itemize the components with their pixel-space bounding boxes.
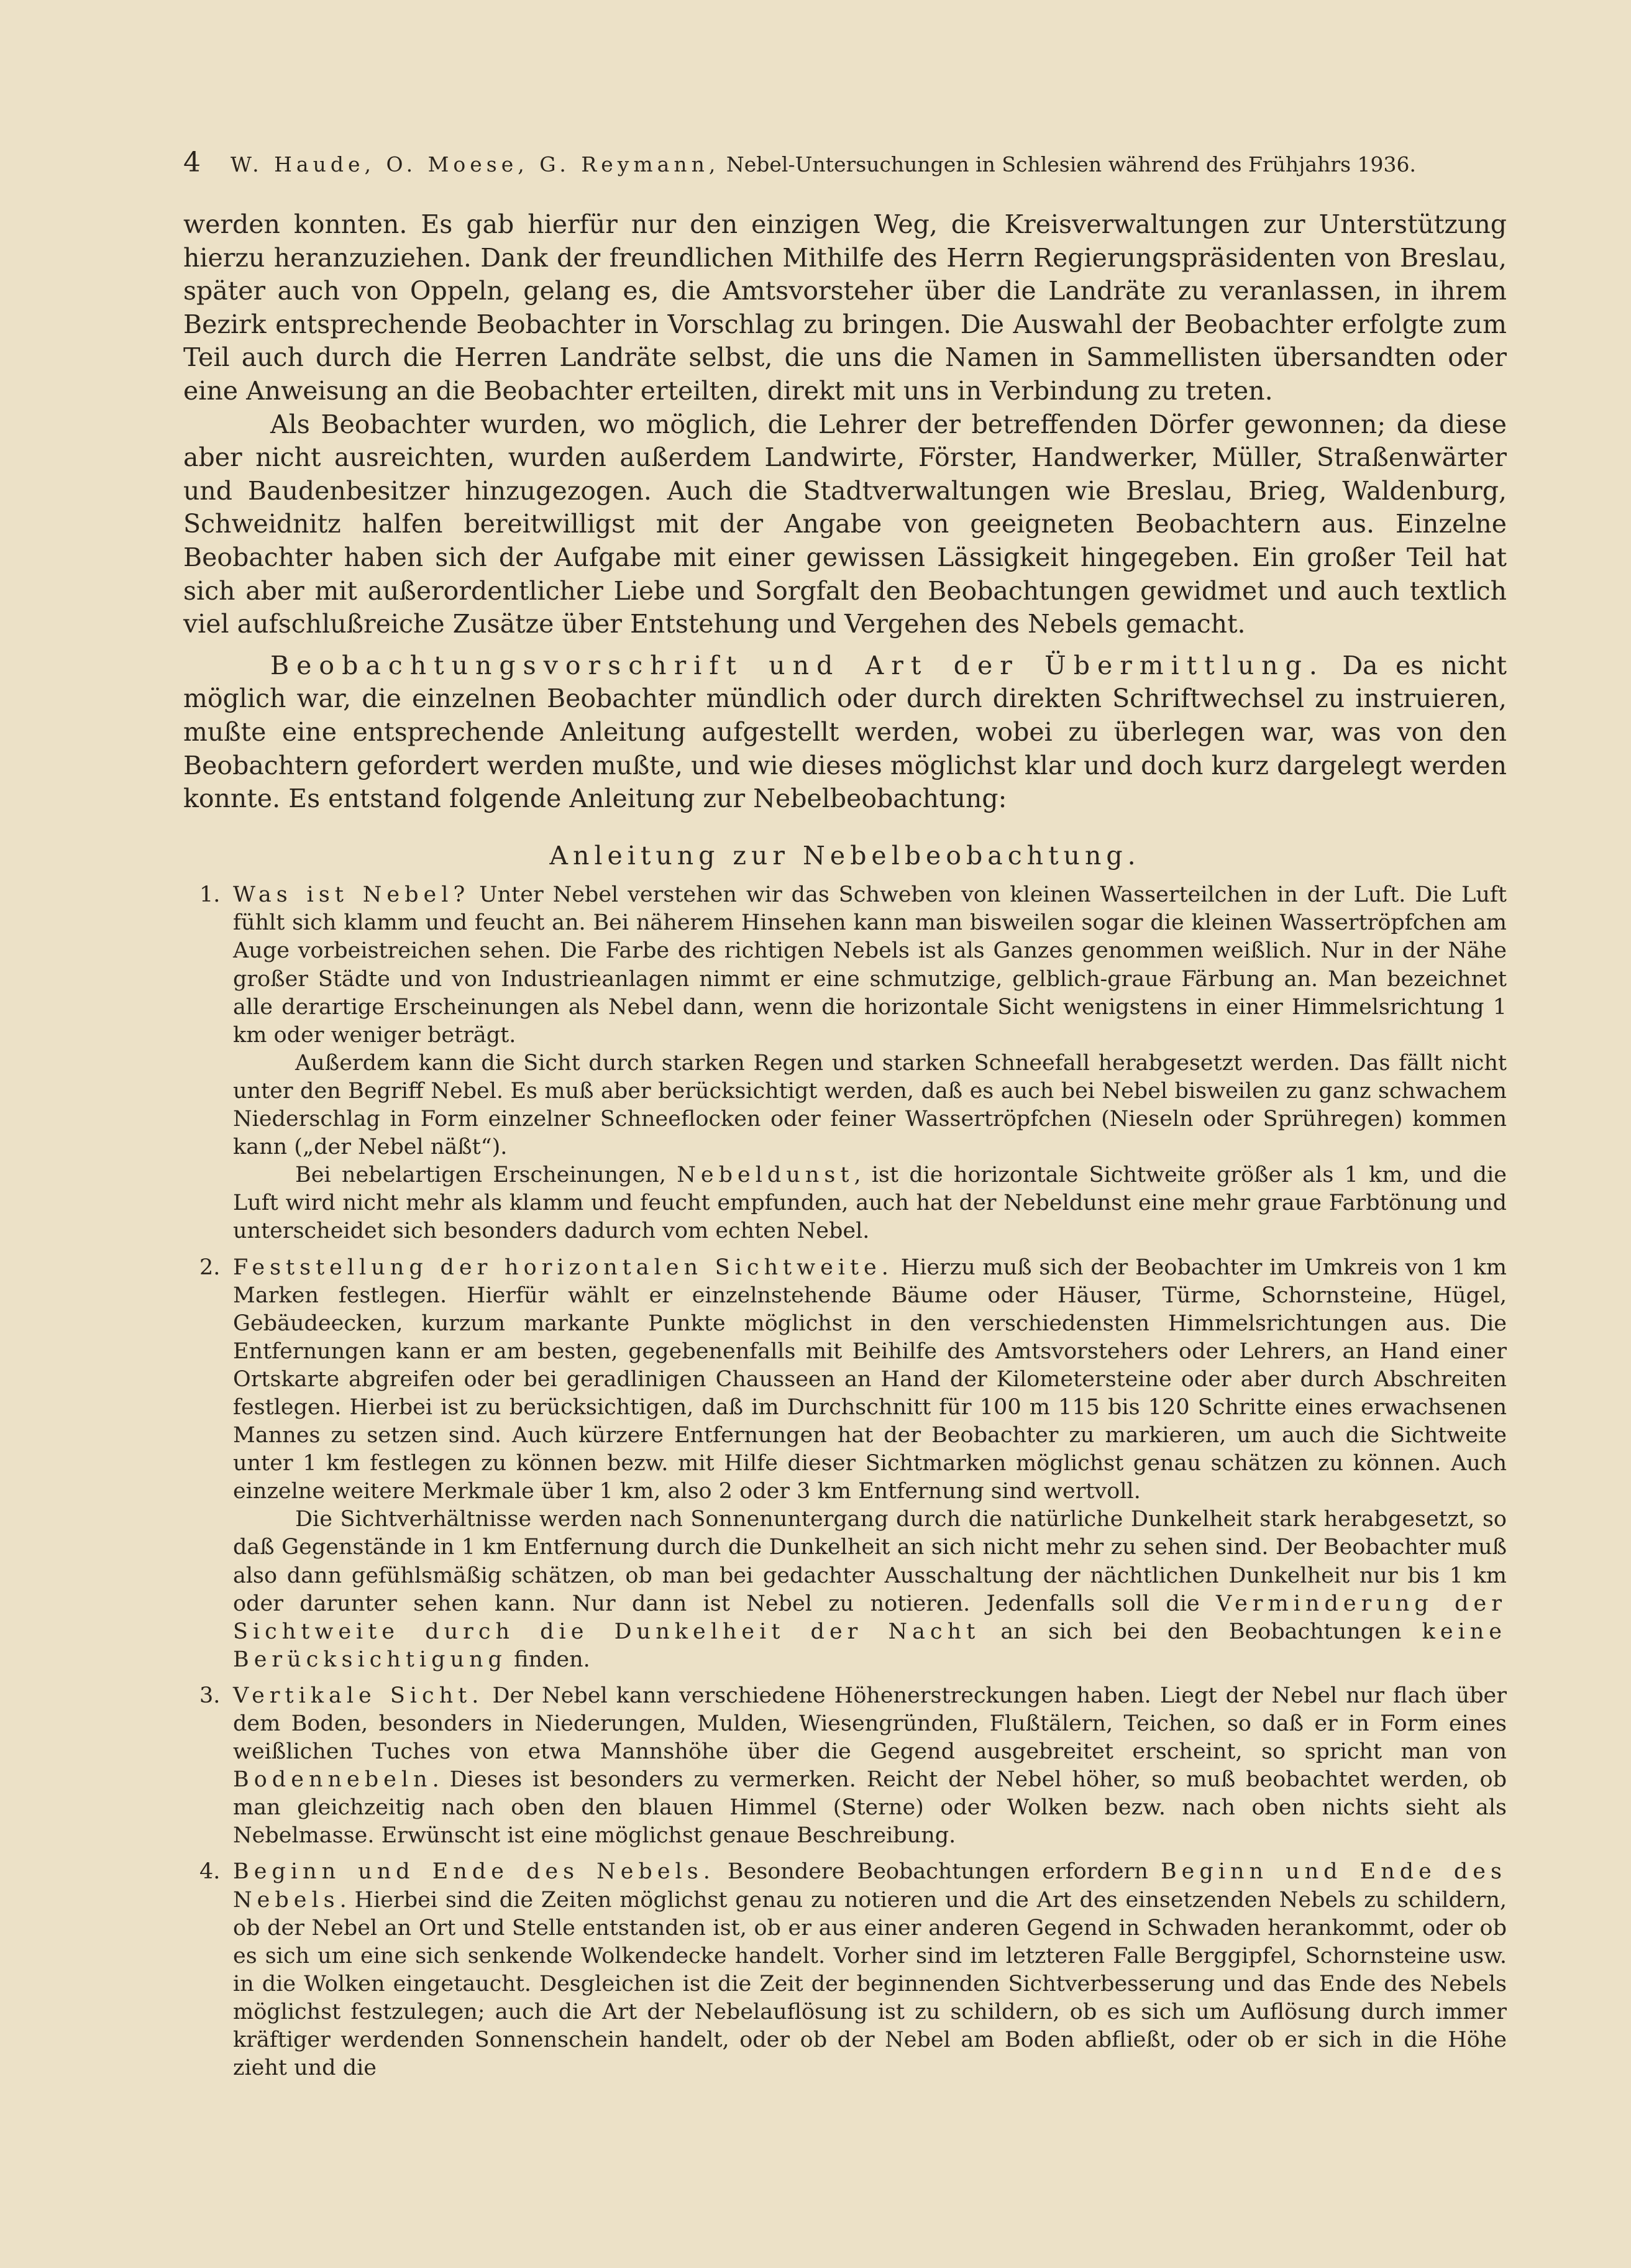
item-number: 2. [199,1255,221,1280]
paragraph-3-text: Da es nicht möglich war, die einzelnen Beobachter mündlich oder durch direkten Schriftwechsel zu instruieren, mußte eine entsprechende Anleitung aufgestellt werden, wobei zu überlegen war, was von den Beobachtern gefordert werden mußte, und wie dieses möglichst klar und doch kurz dargelegt werden konnte. Es entstand folgende Anleitung zur Nebelbeobachtung: [183,650,1507,814]
item-paragraph: Feststellung der horizontalen Sichtweite. Hierzu muß sich der Beobachter im Umkreis von 1 km Marken festlegen. Hierfür wählt er einzelnstehende Bäume oder Häuser, Türme, Schornsteine, Hügel, Gebäudeecken, kurzum markante Punkte möglichst in den verschiedensten Himmelsrichtungen aus. Die Entfernungen kann er am besten, gegebenenfalls mit Beihilfe des Amtsvorstehers oder Lehrers, an Hand einer Ortskarte abgreifen oder bei geradlinigen Chausseen an Hand der Kilometersteine oder aber durch Abschreiten festlegen. Hierbei ist zu berücksichtigen, daß im Durchschnitt für 100 m 115 bis 120 Schritte eines erwachsenen Mannes zu setzen sind. Auch kürzere Entfernungen hat der Beobachter zu markieren, um auch die Sichtweite unter 1 km festlegen zu können bezw. mit Hilfe dieser Sichtmarken möglichst genau schätzen zu können. Auch einzelne weitere Merkmale über 1 km, also 2 oder 3 km Entfernung sind wertvoll. [233,1255,1507,1504]
section-heading: Beobachtungsvorschrift und Art der Übermittlung. [270,650,1325,680]
item-paragraph: Vertikale Sicht. Der Nebel kann verschiedene Höhenerstreckungen haben. Liegt der Nebel nur flach über dem Boden, besonders in Niederungen, Mulden, Wiesengründen, Flußtälern, Teichen, so daß er in Form eines weißlichen Tuches von etwa Mannshöhe über die Gegend ausgebreitet erscheint, so spricht man von Bodennebeln. Dieses ist besonders zu vermerken. Reicht der Nebel höher, so muß beobachtet werden, ob man gleichzeitig nach oben den blauen Himmel (Sterne) oder Wolken bezw. nach oben nichts sieht als Nebelmasse. Erwünscht ist eine möglichst genaue Beschreibung. [233,1683,1507,1849]
emphasized-text: Beginn und Ende des Nebels [233,1859,1507,1913]
emphasized-text: Nebeldunst [677,1163,854,1188]
item-title: Vertikale Sicht. [233,1683,484,1708]
instruction-item [183,1682,1507,1850]
item-paragraph: Die Sichtverhältnisse werden nach Sonnenuntergang durch die natürliche Dunkelheit stark herabgesetzt, so daß Gegenstände in 1 km Entfernung durch die Dunkelheit an sich nicht mehr zu sehen sind. Der Beobachter muß also dann gefühlsmäßig schätzen, ob man bei gedachter Ausschaltung der nächtlichen Dunkelheit nur bis 1 km oder darunter sehen kann. Nur dann ist Nebel zu notieren. Jedenfalls soll die Verminderung der Sichtweite durch die Dunkelheit der Nacht an sich bei den Beobachtungen keine Berücksichtigung finden. [233,1507,1507,1672]
header-authors: W. Haude, O. Moese, G. Reymann, [231,152,720,176]
emphasized-text: Bodennebeln [233,1767,432,1793]
instruction-item [183,1254,1507,1674]
header-title: Nebel-Untersuchungen in Schlesien während des Frühjahrs 1936. [726,152,1416,176]
item-title: Was ist Nebel? [233,882,470,908]
item-title: Feststellung der horizontalen Sichtweite. [233,1255,893,1280]
item-number: 3. [199,1683,221,1708]
paragraph-1: werden konnten. Es gab hierfür nur den einzigen Weg, die Kreisverwaltungen zur Unterstützung hierzu heranzuziehen. Dank der freundlichen Mithilfe des Herrn Regierungspräsidenten von Breslau, später auch von Oppeln, gelang es, die Amtsvorsteher über die Landräte zu veranlassen, in ihrem Bezirk entsprechende Beobachter in Vorschlag zu bringen. Die Auswahl der Beobachter erfolgte zum Teil auch durch die Herren Landräte selbst, die uns die Namen in Sammellisten übersandten oder eine Anweisung an die Beobachter erteilten, direkt mit uns in Verbindung zu treten. [183,209,1507,406]
item-number: 4. [199,1859,221,1885]
paragraph-2: Als Beobachter wurden, wo möglich, die Lehrer der betreffenden Dörfer gewonnen; da diese aber nicht ausreichten, wurden außerdem Landwirte, Förster, Handwerker, Müller, Straßenwärter und Baudenbesitzer hinzugezogen. Auch die Stadtverwaltungen wie Breslau, Brieg, Waldenburg, Schweidnitz halfen bereitwilligst mit der Angabe von geeigneten Beobachtern aus. Einzelne Beobachter haben sich der Aufgabe mit einer gewissen Lässigkeit hingegeben. Ein großer Teil hat sich aber mit außerordentlicher Liebe und Sorgfalt den Beobachtungen gewidmet und auch textlich viel aufschlußreiche Zusätze über Entstehung und Vergehen des Nebels gemacht. [183,409,1507,639]
item-paragraph: Beginn und Ende des Nebels. Besondere Beobachtungen erfordern Beginn und Ende des Nebels. Hierbei sind die Zeiten möglichst genau zu notieren und die Art des einsetzenden Nebels zu schildern, ob der Nebel an Ort und Stelle entstanden ist, ob er aus einer anderen Gegend in Schwaden herankommt, oder ob es sich um eine sich senkende Wolkendecke handelt. Vorher sind im letzteren Falle Berggipfel, Schornsteine usw. in die Wolken eingetaucht. Desgleichen ist die Zeit der beginnenden Sichtverbesserung und das Ende des Nebels möglichst festzulegen; auch die Art der Nebelauflösung ist zu schildern, ob es sich um Auflösung durch immer kräftiger werdenden Sonnenschein handelt, oder ob der Nebel am Boden abfließt, oder ob er sich in die Höhe zieht und die [233,1859,1507,2081]
paragraph-3 [183,649,1507,816]
instruction-item [183,881,1507,1245]
instructions-list [183,881,1507,2082]
item-paragraph: Außerdem kann die Sicht durch starken Regen und starken Schneefall herabgesetzt werden. Das fällt nicht unter den Begriff Nebel. Es muß aber berücksichtigt werden, daß es auch bei Nebel bisweilen zu ganz schwachem Niederschlag in Form einzelner Schneeflocken oder feiner Wassertröpfchen (Nieseln oder Sprühregen) kommen kann („der Nebel näßt“). [233,1050,1507,1160]
item-paragraph: Was ist Nebel? Unter Nebel verstehen wir das Schweben von kleinen Wasserteilchen in der Luft. Die Luft fühlt sich klamm und feucht an. Bei näherem Hinsehen kann man bisweilen sogar die kleinen Wassertröpfchen am Auge vorbeistreichen sehen. Die Farbe des richtigen Nebels ist als Ganzes genommen weißlich. Nur in der Nähe großer Städte und von Industrieanlagen nimmt er eine schmutzige, gelblich-graue Färbung an. Man bezeichnet alle derartige Erscheinungen als Nebel dann, wenn die horizontale Sicht wenigstens in einer Himmelsrichtung 1 km oder weniger beträgt. [233,882,1507,1048]
item-title: Beginn und Ende des Nebels. [233,1859,715,1885]
instruction-item [183,1858,1507,2082]
emphasized-text: keine Berücksichtigung [233,1619,1507,1672]
running-header [183,147,1463,178]
emphasized-text: Verminderung der Sichtweite durch die Dunkelheit der Nacht [233,1591,1507,1644]
instructions-heading: Anleitung zur Nebelbeobachtung. [549,840,1141,871]
page-number: 4 [183,147,201,178]
item-number: 1. [199,882,221,908]
body-text [183,208,1507,2082]
item-paragraph: Bei nebelartigen Erscheinungen, Nebeldunst, ist die horizontale Sichtweite größer als 1 km, und die Luft wird nicht mehr als klamm und feucht empfunden, auch hat der Nebeldunst eine mehr graue Farbtönung und unterscheidet sich besonders dadurch vom echten Nebel. [233,1163,1507,1244]
